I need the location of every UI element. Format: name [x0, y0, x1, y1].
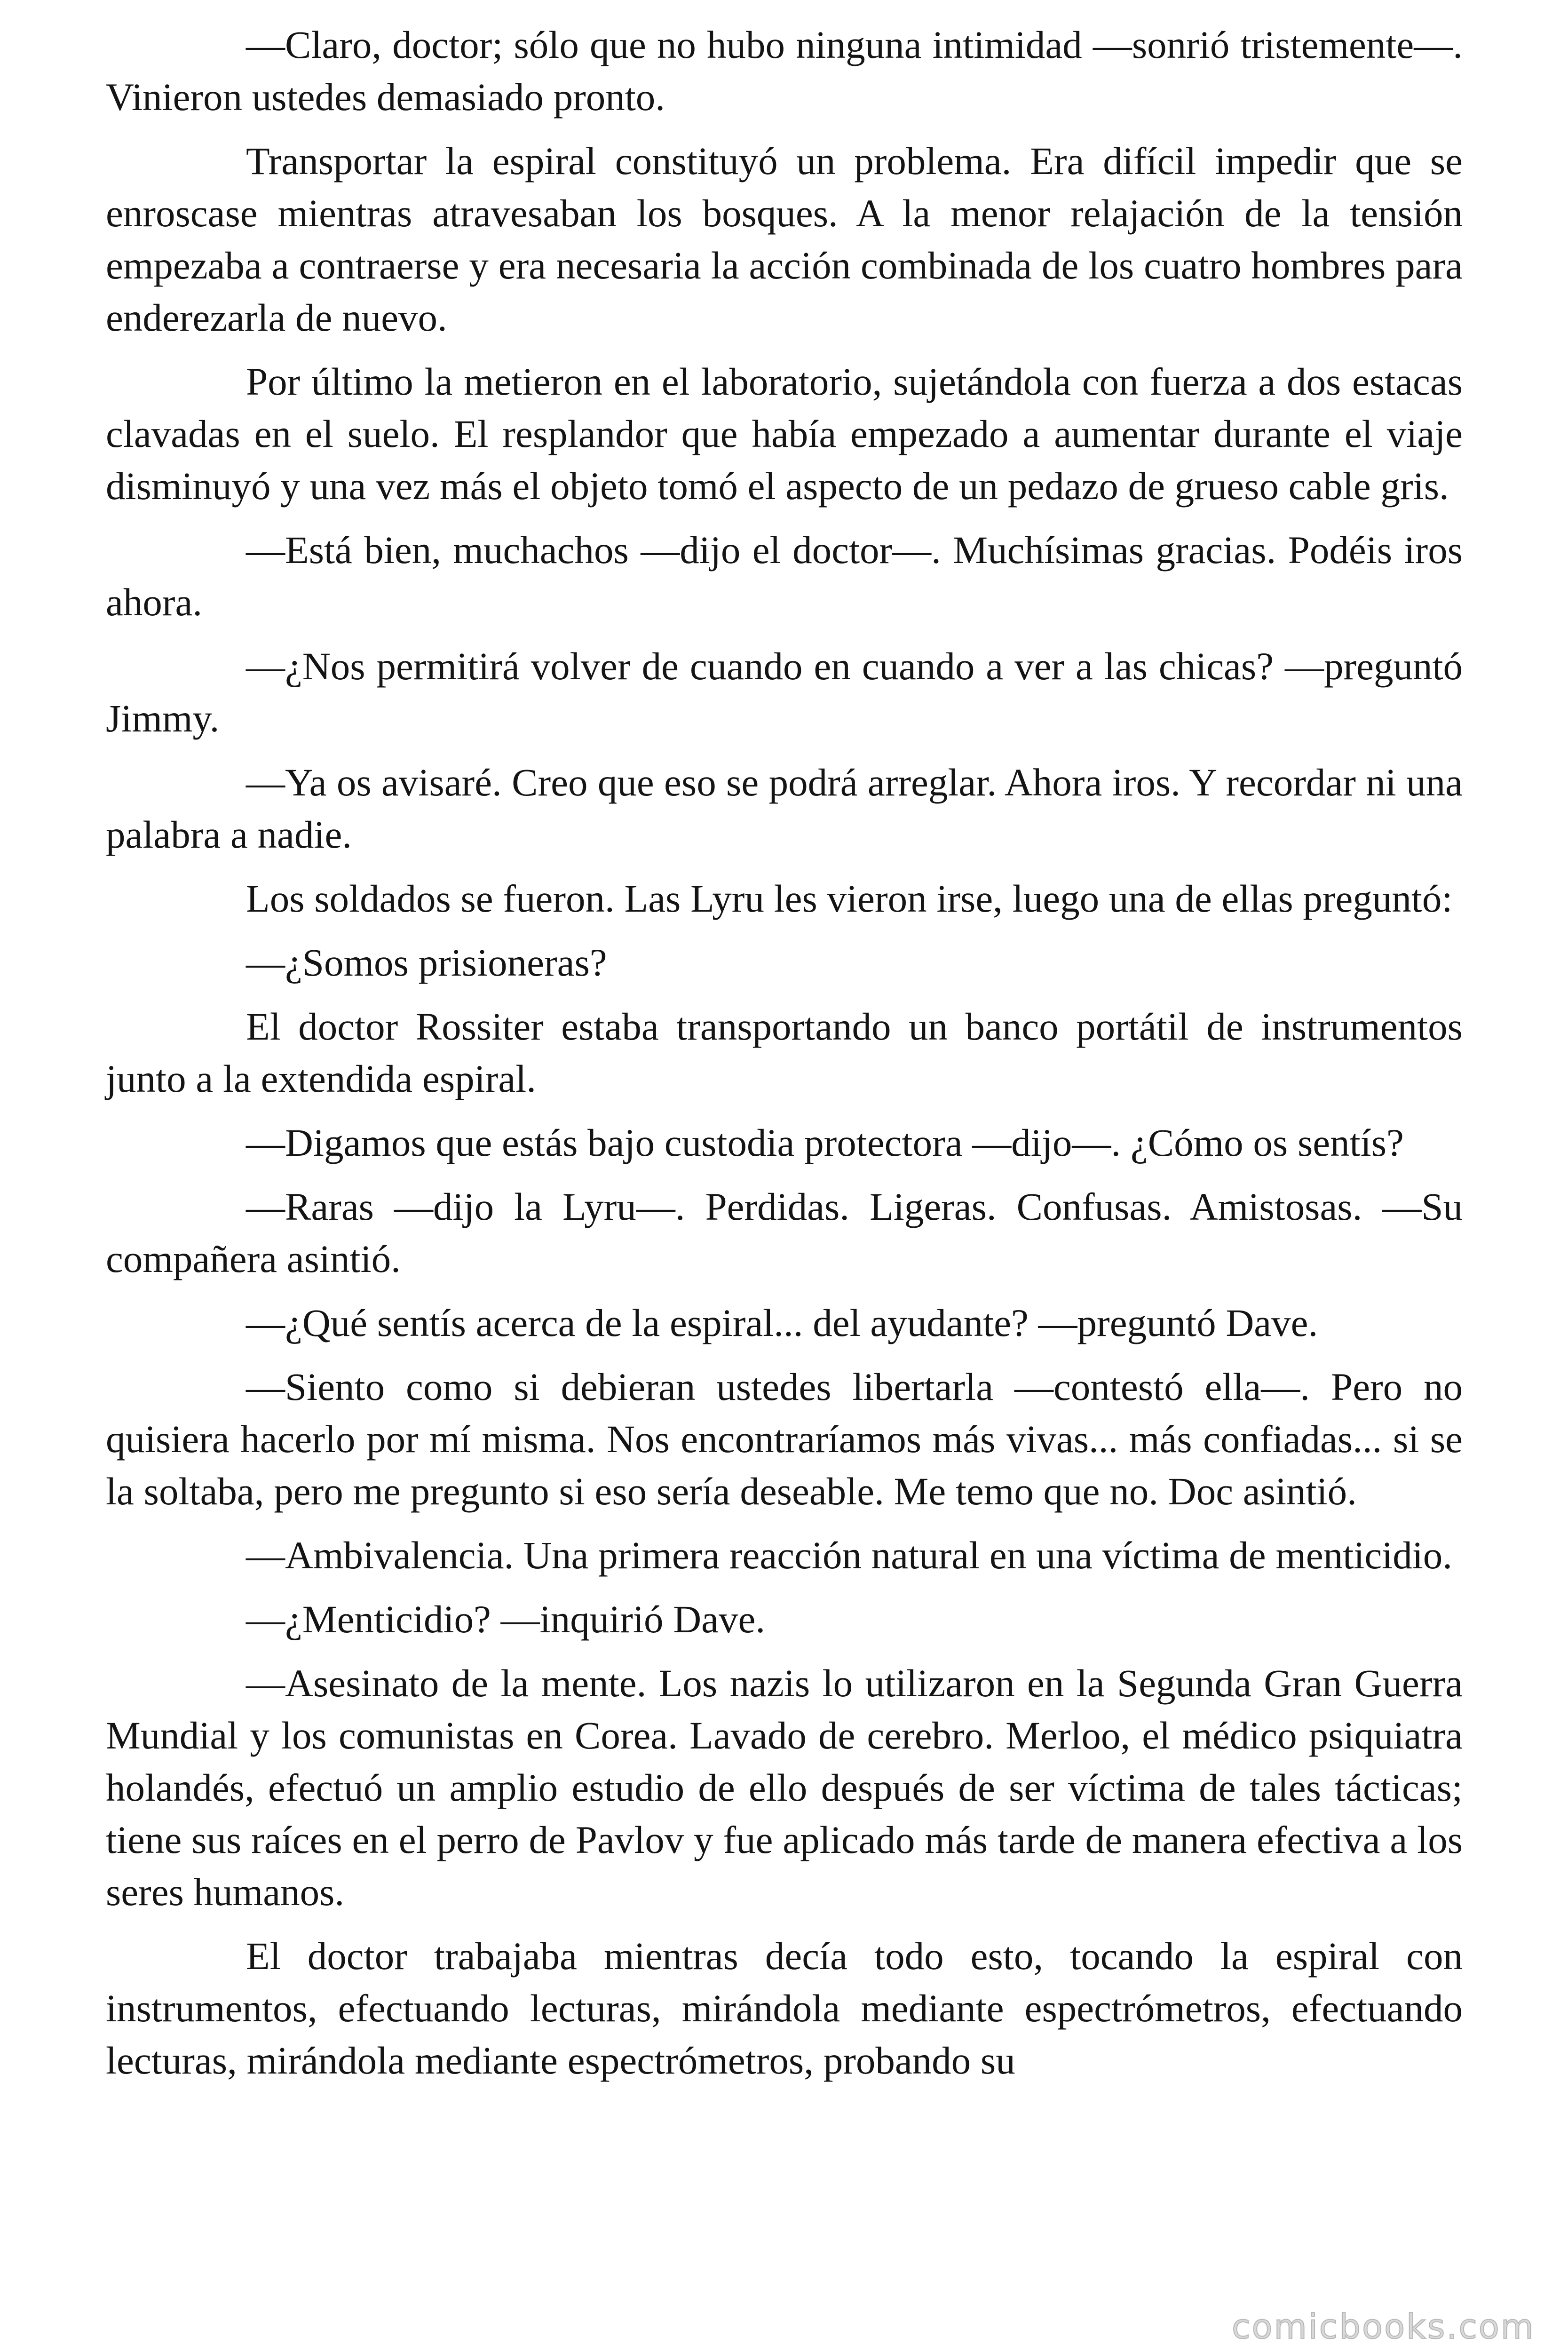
paragraph: —Claro, doctor; sólo que no hubo ninguna intimidad —sonrió tristemente—. Vinieron ustedes demasiado pronto.: [106, 23, 1463, 119]
paragraph: —¿Menticidio? —inquirió Dave.: [246, 1597, 766, 1641]
paragraph: —Asesinato de la mente. Los nazis lo utilizaron en la Segunda Gran Guerra Mundial y los comunistas en Corea. Lavado de cerebro. Merloo, el médico psiquiatra holandés, efectuó un amplio estudio de ello después de ser víctima de tales tácticas; tiene sus raíces en el perro de Pavlov y fue aplicado más tarde de manera efectiva a los seres humanos.: [106, 1661, 1463, 1914]
paragraph: —¿Qué sentís acerca de la espiral... del ayudante? —preguntó Dave.: [246, 1301, 1318, 1344]
paragraph: El doctor trabajaba mientras decía todo esto, tocando la espiral con instrumentos, efectuando lecturas, mirándola mediante espectrómetros, efectuando lecturas, mirándola mediante espectrómetros, probando su: [106, 1934, 1463, 2082]
paragraph: —Raras —dijo la Lyru—. Perdidas. Ligeras. Confusas. Amistosas. —Su compañera asintió.: [106, 1185, 1463, 1280]
paragraph: —¿Nos permitirá volver de cuando en cuando a ver a las chicas? —preguntó Jimmy.: [106, 644, 1463, 740]
paragraph: Los soldados se fueron. Las Lyru les vieron irse, luego una de ellas preguntó:: [246, 877, 1453, 920]
paragraph: —Digamos que estás bajo custodia protectora —dijo—. ¿Cómo os sentís?: [246, 1121, 1404, 1164]
paragraph: —Está bien, muchachos —dijo el doctor—. Muchísimas gracias. Podéis iros ahora.: [106, 528, 1463, 624]
paragraph: Por último la metieron en el laboratorio, sujetándola con fuerza a dos estacas clavadas en el suelo. El resplandor que había empezado a aumentar durante el viaje disminuyó y una vez más el objeto tomó el aspecto de un pedazo de grueso cable gris.: [106, 360, 1463, 508]
paragraph: El doctor Rossiter estaba transportando un banco portátil de instrumentos junto a la extendida espiral.: [106, 1005, 1463, 1100]
paragraph: —Ya os avisaré. Creo que eso se podrá arreglar. Ahora iros. Y recordar ni una palabra a nadie.: [106, 761, 1463, 856]
document-page: [106, 19, 1463, 2098]
paragraph: —Ambivalencia. Una primera reacción natural en una víctima de menticidio.: [246, 1534, 1453, 1577]
paragraph: Transportar la espiral constituyó un problema. Era difícil impedir que se enroscase mientras atravesaban los bosques. A la menor relajación de la tensión empezaba a contraerse y era necesaria la acción combinada de los cuatro hombres para enderezarla de nuevo.: [106, 139, 1463, 339]
paragraph: —Siento como si debieran ustedes libertarla —contestó ella—. Pero no quisiera hacerlo por mí misma. Nos encontraríamos más vivas... más confiadas... si se la soltaba, pero me pregunto si eso sería deseable. Me temo que no. Doc asintió.: [106, 1365, 1463, 1513]
watermark: comicbooks.com: [1231, 2307, 1535, 2346]
paragraph: —¿Somos prisioneras?: [246, 941, 607, 984]
